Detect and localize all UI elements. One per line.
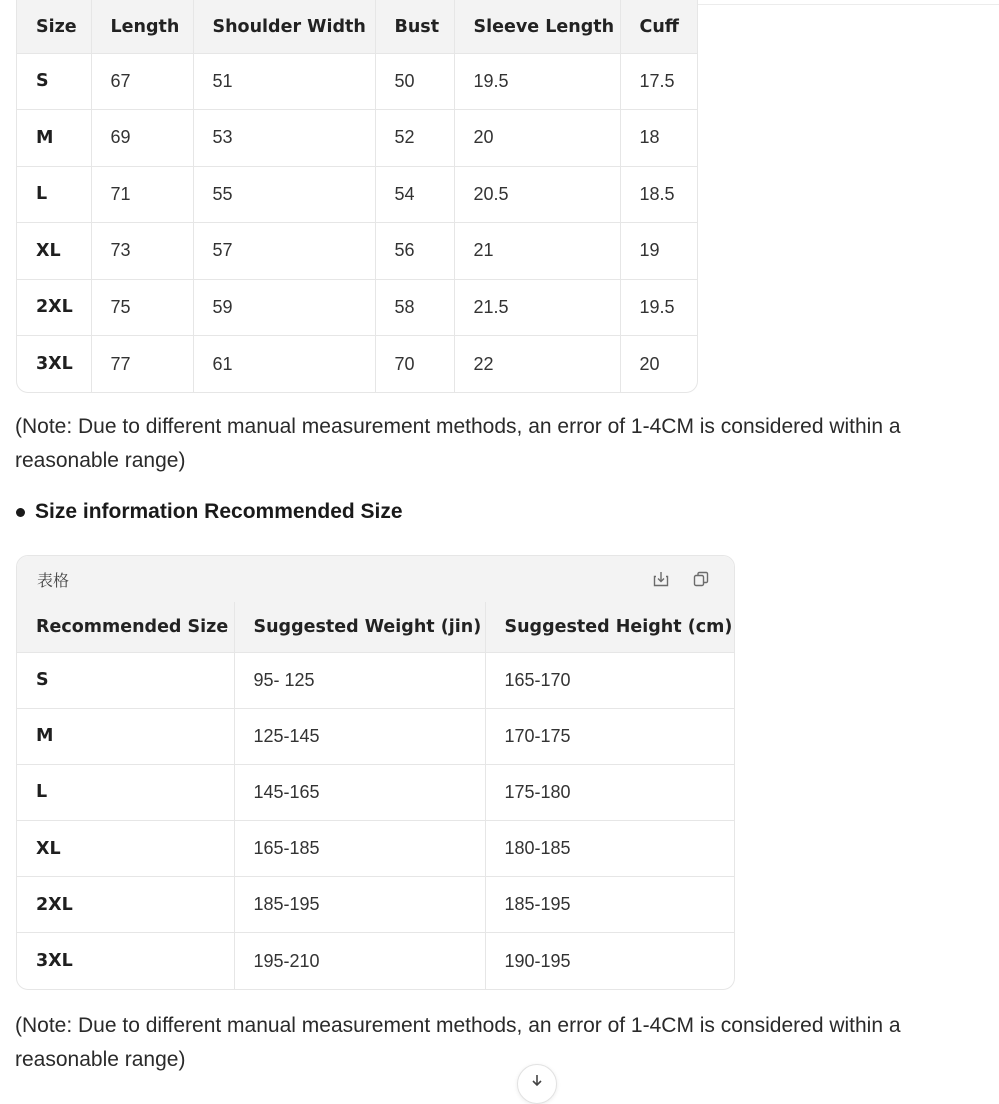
table-cell: 57	[193, 223, 375, 280]
table-toolbar	[17, 556, 734, 602]
table-cell: 19	[620, 223, 697, 280]
table-cell: 19.5	[620, 279, 697, 336]
size-cell: L	[17, 764, 234, 820]
table-cell: 75	[91, 279, 193, 336]
size-cell: XL	[17, 821, 234, 877]
size-cell: M	[17, 110, 91, 167]
table-cell: 53	[193, 110, 375, 167]
column-header: Size	[17, 0, 91, 53]
size-cell: S	[17, 652, 234, 708]
column-header: Suggested Weight (jin)	[234, 602, 485, 652]
table-cell: 59	[193, 279, 375, 336]
table-header-row	[17, 0, 697, 53]
table-cell: 21.5	[454, 279, 620, 336]
table-cell: 56	[375, 223, 454, 280]
size-chart-table	[17, 0, 697, 392]
column-header: Cuff	[620, 0, 697, 53]
download-icon[interactable]	[650, 568, 672, 590]
section-heading-text: Size information Recommended Size	[35, 500, 403, 523]
table-cell: 70	[375, 336, 454, 393]
table-row	[17, 821, 734, 877]
size-cell: 3XL	[17, 336, 91, 393]
column-header: Length	[91, 0, 193, 53]
table-row	[17, 336, 697, 393]
size-cell: L	[17, 166, 91, 223]
table-cell: 95- 125	[234, 652, 485, 708]
table-cell: 18	[620, 110, 697, 167]
table-cell: 18.5	[620, 166, 697, 223]
recommended-size-table-card	[16, 555, 735, 990]
table-cell: 50	[375, 53, 454, 110]
table-cell: 165-185	[234, 821, 485, 877]
table-cell: 175-180	[485, 764, 734, 820]
table-row	[17, 53, 697, 110]
column-header: Suggested Height (cm)	[485, 602, 734, 652]
table-row	[17, 764, 734, 820]
size-cell: 2XL	[17, 877, 234, 933]
table-toolbar-actions	[650, 568, 714, 590]
column-header: Bust	[375, 0, 454, 53]
column-header: Recommended Size	[17, 602, 234, 652]
size-cell: 2XL	[17, 279, 91, 336]
size-cell: XL	[17, 223, 91, 280]
table-cell: 52	[375, 110, 454, 167]
table-cell: 20	[454, 110, 620, 167]
table-cell: 17.5	[620, 53, 697, 110]
table-row	[17, 279, 697, 336]
column-header: Sleeve Length	[454, 0, 620, 53]
arrow-down-icon	[530, 1073, 544, 1087]
table-cell: 67	[91, 53, 193, 110]
size-chart-table-card	[16, 0, 698, 393]
table-cell: 58	[375, 279, 454, 336]
table-cell: 21	[454, 223, 620, 280]
table-cell: 185-195	[234, 877, 485, 933]
table-cell: 77	[91, 336, 193, 393]
table-cell: 71	[91, 166, 193, 223]
table-cell: 190-195	[485, 933, 734, 989]
table-cell: 165-170	[485, 652, 734, 708]
table-cell: 195-210	[234, 933, 485, 989]
copy-icon[interactable]	[690, 568, 712, 590]
table-cell: 170-175	[485, 708, 734, 764]
table-cell: 22	[454, 336, 620, 393]
table-row	[17, 877, 734, 933]
table-row	[17, 110, 697, 167]
scroll-down-button[interactable]	[517, 1064, 557, 1104]
bullet-icon	[16, 508, 25, 517]
table-cell: 19.5	[454, 53, 620, 110]
table-cell: 61	[193, 336, 375, 393]
section-heading	[16, 500, 403, 524]
table-row	[17, 708, 734, 764]
table-cell: 69	[91, 110, 193, 167]
size-cell: M	[17, 708, 234, 764]
table-cell: 55	[193, 166, 375, 223]
table-row	[17, 166, 697, 223]
table-cell: 54	[375, 166, 454, 223]
table-header-row	[17, 602, 734, 652]
table-toolbar-title: 表格	[37, 570, 70, 590]
table-cell: 185-195	[485, 877, 734, 933]
table-row	[17, 652, 734, 708]
table-cell: 20.5	[454, 166, 620, 223]
table-cell: 51	[193, 53, 375, 110]
table-cell: 73	[91, 223, 193, 280]
size-cell: S	[17, 53, 91, 110]
measurement-note: (Note: Due to different manual measurement methods, an error of 1-4CM is considered within a reasonable range)	[15, 415, 901, 472]
size-cell: 3XL	[17, 933, 234, 989]
table-cell: 20	[620, 336, 697, 393]
recommended-size-table	[17, 602, 734, 989]
table-row	[17, 933, 734, 989]
table-cell: 145-165	[234, 764, 485, 820]
table-row	[17, 223, 697, 280]
measurement-note: (Note: Due to different manual measurement methods, an error of 1-4CM is considered within a reasonable range)	[15, 1014, 901, 1071]
column-header: Shoulder Width	[193, 0, 375, 53]
table-cell: 125-145	[234, 708, 485, 764]
table-cell: 180-185	[485, 821, 734, 877]
